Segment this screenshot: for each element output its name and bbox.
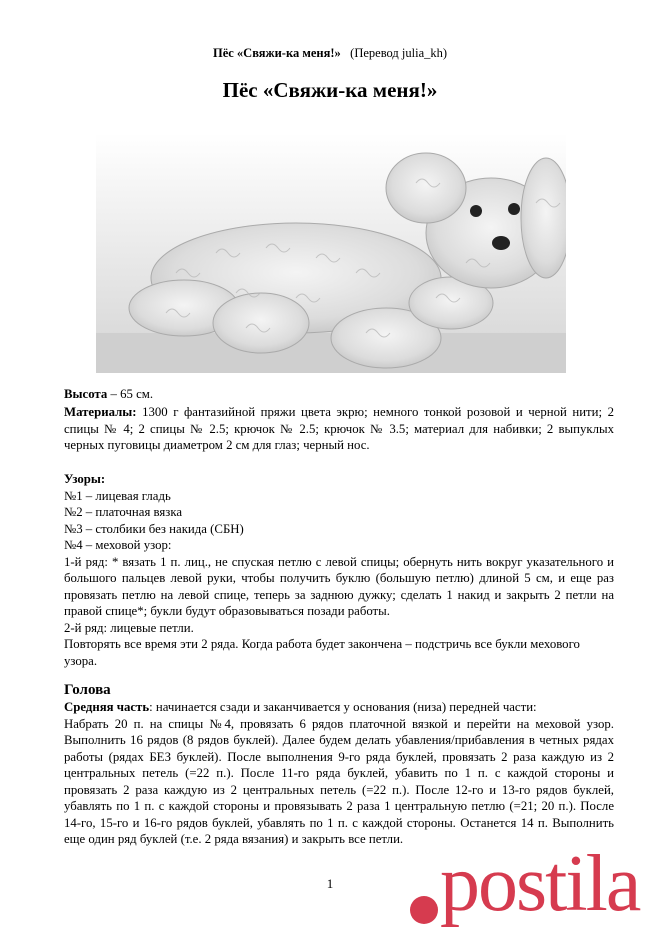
head-section <box>64 681 614 848</box>
middle-part-label: Средняя часть <box>64 700 150 714</box>
pattern-line: №1 – лицевая гладь <box>64 488 171 503</box>
running-header <box>0 46 660 61</box>
middle-part-text: : начинается сзади и заканчивается у основания (низа) передней части: <box>149 700 537 714</box>
materials-paragraph <box>64 404 614 454</box>
patterns-title: Узоры: <box>64 472 106 486</box>
page-number: 1 <box>326 876 334 891</box>
head-instructions: Набрать 20 п. на спицы №4, провязать 6 рядов платочной вязкой и перейти на меховой узор. Выполнить 16 рядов (8 рядов буклей). Далее будем делать убавления/прибавления в четных рядах работы (рядах БЕЗ буклей). После выполнения 9-го ряда буклей, провязать 2 раза каждую из 2 центральных петель (=22 п.). После 11-го ряда буклей, убавить по 1 п. с каждой стороны и провязать 2 раза каждую из 2 центральных петель (=22 п.). После 12-го и 13-го рядов буклей, убавлять по 1 п. с каждой стороны и провязывать 2 раза 1 центральную петлю (=21; 20 п.). После 14-го, 15-го и 16-го рядов буклей, убавлять по 1 п. с каждой стороны. Останется 14 п. Выполнить еще один ряд буклей (т.е. 2 ряда вязания) и закрыть все петли. <box>64 716 614 846</box>
height-value: – 65 см. <box>107 387 154 401</box>
patterns-section <box>64 471 614 669</box>
head-section-title: Голова <box>64 682 111 698</box>
document-title: Пёс «Свяжи-ка меня!» <box>222 78 438 102</box>
pattern-line: 1-й ряд: * вязать 1 п. лиц., не спуская петлю с левой спицы; обернуть нить вокруг указательного и большого пальцев левой руки, чтобы получить буклю (большую петлю) длиной 5 см, и еще раз провязать петлю на левой спице, теперь за заднюю дужку; сделать 1 накид и закрыть 2 петли на правой спице*; букли будут образовываться позади работы. <box>64 554 614 618</box>
pattern-line: №3 – столбики без накида (СБН) <box>64 521 244 536</box>
watermark-dot-icon <box>406 892 442 928</box>
pattern-line: 2-й ряд: лицевые петли. <box>64 620 194 635</box>
pattern-line: №4 – меховой узор: <box>64 538 172 552</box>
materials-label: Материалы: <box>64 405 137 419</box>
header-title: Пёс «Свяжи-ка меня!» <box>212 46 341 60</box>
watermark-text: postila <box>440 840 640 928</box>
pattern-line: №2 – платочная вязка <box>64 505 183 519</box>
header-translator: (Перевод julia_kh) <box>350 46 448 60</box>
knitted-dog-photo <box>96 133 566 373</box>
postila-watermark <box>404 842 654 928</box>
height-label: Высота <box>64 387 108 401</box>
height-line <box>64 386 614 403</box>
pattern-line: Повторять все время эти 2 ряда. Когда работа будет закончена – подстричь все букли мехового узора. <box>64 637 580 668</box>
materials-value: 1300 г фантазийной пряжи цвета экрю; немного тонкой розовой и черной нити; 2 спицы № 4; 2 спицы № 2.5; крючок № 2.5; крючок № 3.5; материал для набивки; 2 выпуклых черных пуговицы диаметром 2 см для глаз; черный нос. <box>64 405 614 452</box>
